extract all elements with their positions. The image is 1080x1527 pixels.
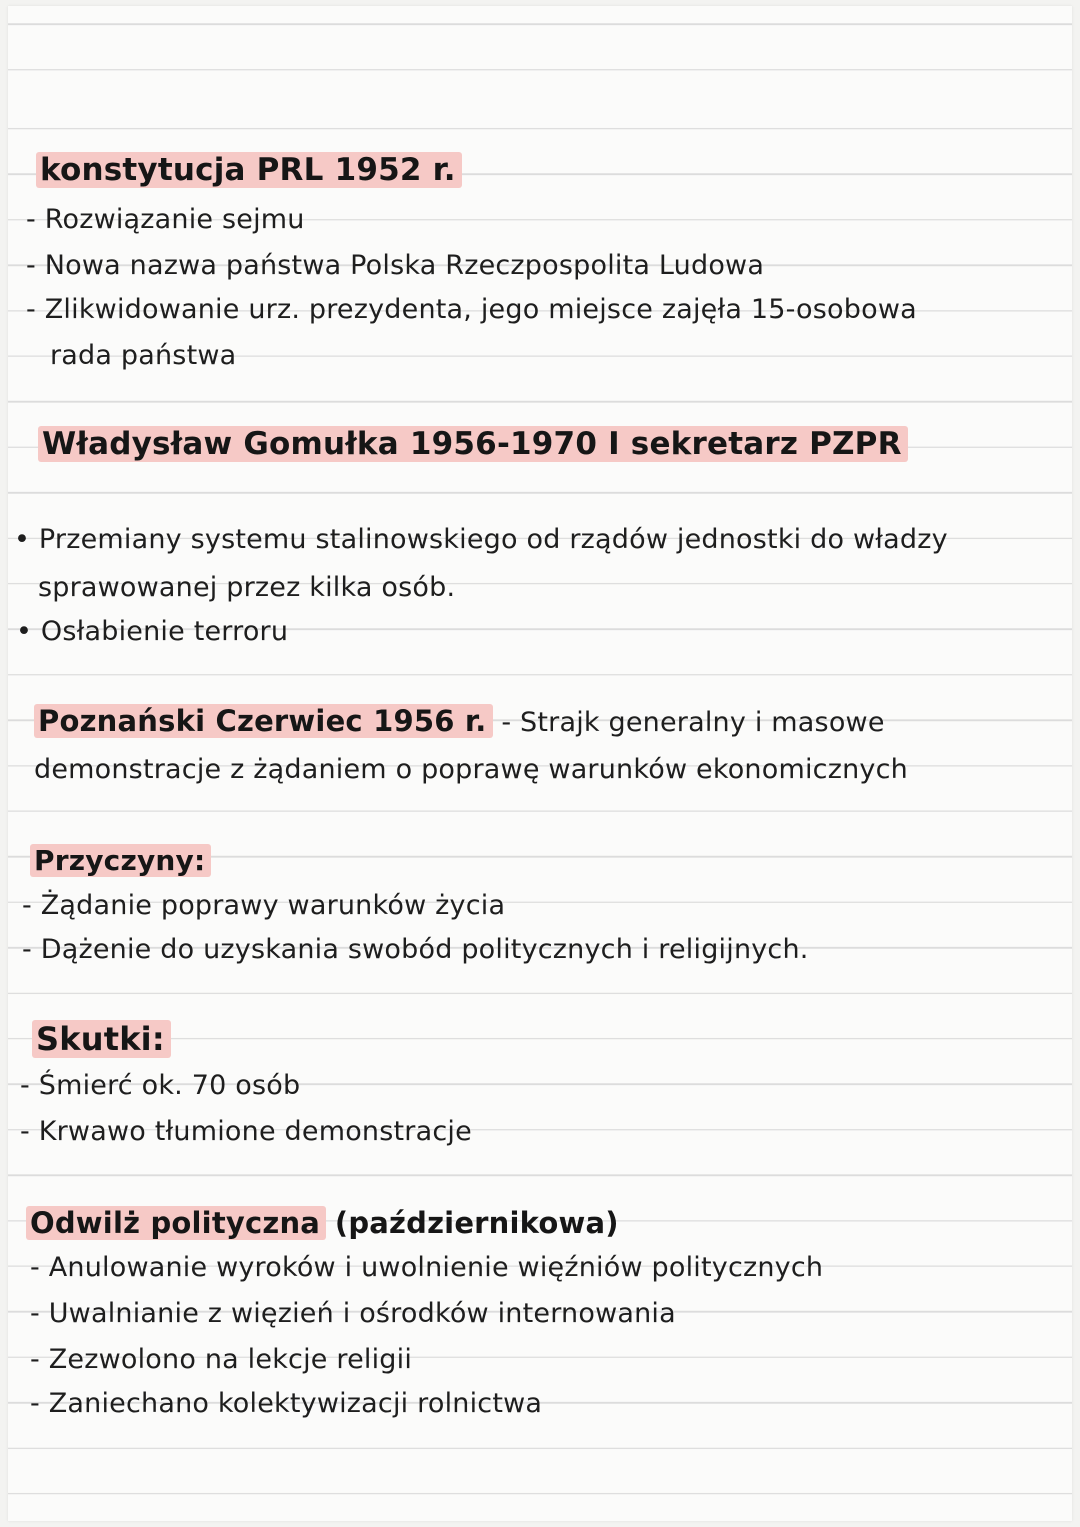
odwilz-item-2: - Uwalnianie z więzień i ośrodków internowania (30, 1298, 676, 1329)
skutki-item-2: - Krwawo tłumione demonstracje (20, 1116, 472, 1147)
gomulka-item-1-cont: sprawowanej przez kilka osób. (38, 572, 456, 603)
poznanski-text-a: - Strajk generalny i masowe (501, 707, 885, 738)
konstytucja-item-3-cont: rada państwa (50, 340, 237, 371)
section-title-przyczyny (30, 844, 1052, 877)
gomulka-item-2: • Osłabienie terroru (16, 616, 289, 647)
highlight-przyczyny: Przyczyny: (30, 844, 211, 877)
poznanski-line-2: demonstracje z żądaniem o poprawę warunków ekonomicznych (34, 754, 908, 785)
poznanski-title: Poznański Czerwiec 1956 r. (34, 704, 493, 738)
gomulka-item-1: • Przemiany systemu stalinowskiego od rządów jednostki do władzy (14, 524, 948, 555)
konstytucja-item-2: - Nowa nazwa państwa Polska Rzeczpospolita Ludowa (26, 250, 765, 281)
skutki-item-1: - Śmierć ok. 70 osób (20, 1070, 301, 1101)
przyczyny-item-1: - Żądanie poprawy warunków życia (22, 890, 506, 921)
przyczyny-item-2: - Dążenie do uzyskania swobód politycznych i religijnych. (22, 934, 809, 965)
odwilz-item-3: - Zezwolono na lekcje religii (30, 1344, 413, 1375)
section-title-konstytucja (36, 152, 1052, 188)
konstytucja-item-3: - Zlikwidowanie urz. prezydenta, jego miejsce zajęła 15-osobowa (26, 294, 917, 325)
highlight-konstytucja: konstytucja PRL 1952 r. (36, 152, 462, 188)
odwilz-subtitle: (październikowa) (334, 1206, 619, 1240)
notebook-page (8, 6, 1072, 1521)
highlight-gomulka: Władysław Gomułka 1956-1970 I sekretarz PZPR (38, 426, 908, 462)
odwilz-heading (26, 1206, 1052, 1240)
highlight-skutki: Skutki: (32, 1020, 171, 1058)
section-title-gomulka (38, 426, 1052, 462)
section-title-skutki (32, 1020, 1052, 1058)
odwilz-item-1: - Anulowanie wyroków i uwolnienie więźniów politycznych (30, 1252, 824, 1283)
konstytucja-item-1: - Rozwiązanie sejmu (26, 204, 305, 235)
odwilz-title: Odwilż polityczna (26, 1206, 326, 1240)
odwilz-item-4: - Zaniechano kolektywizacji rolnictwa (30, 1388, 543, 1419)
poznanski-line-1 (34, 704, 1052, 738)
